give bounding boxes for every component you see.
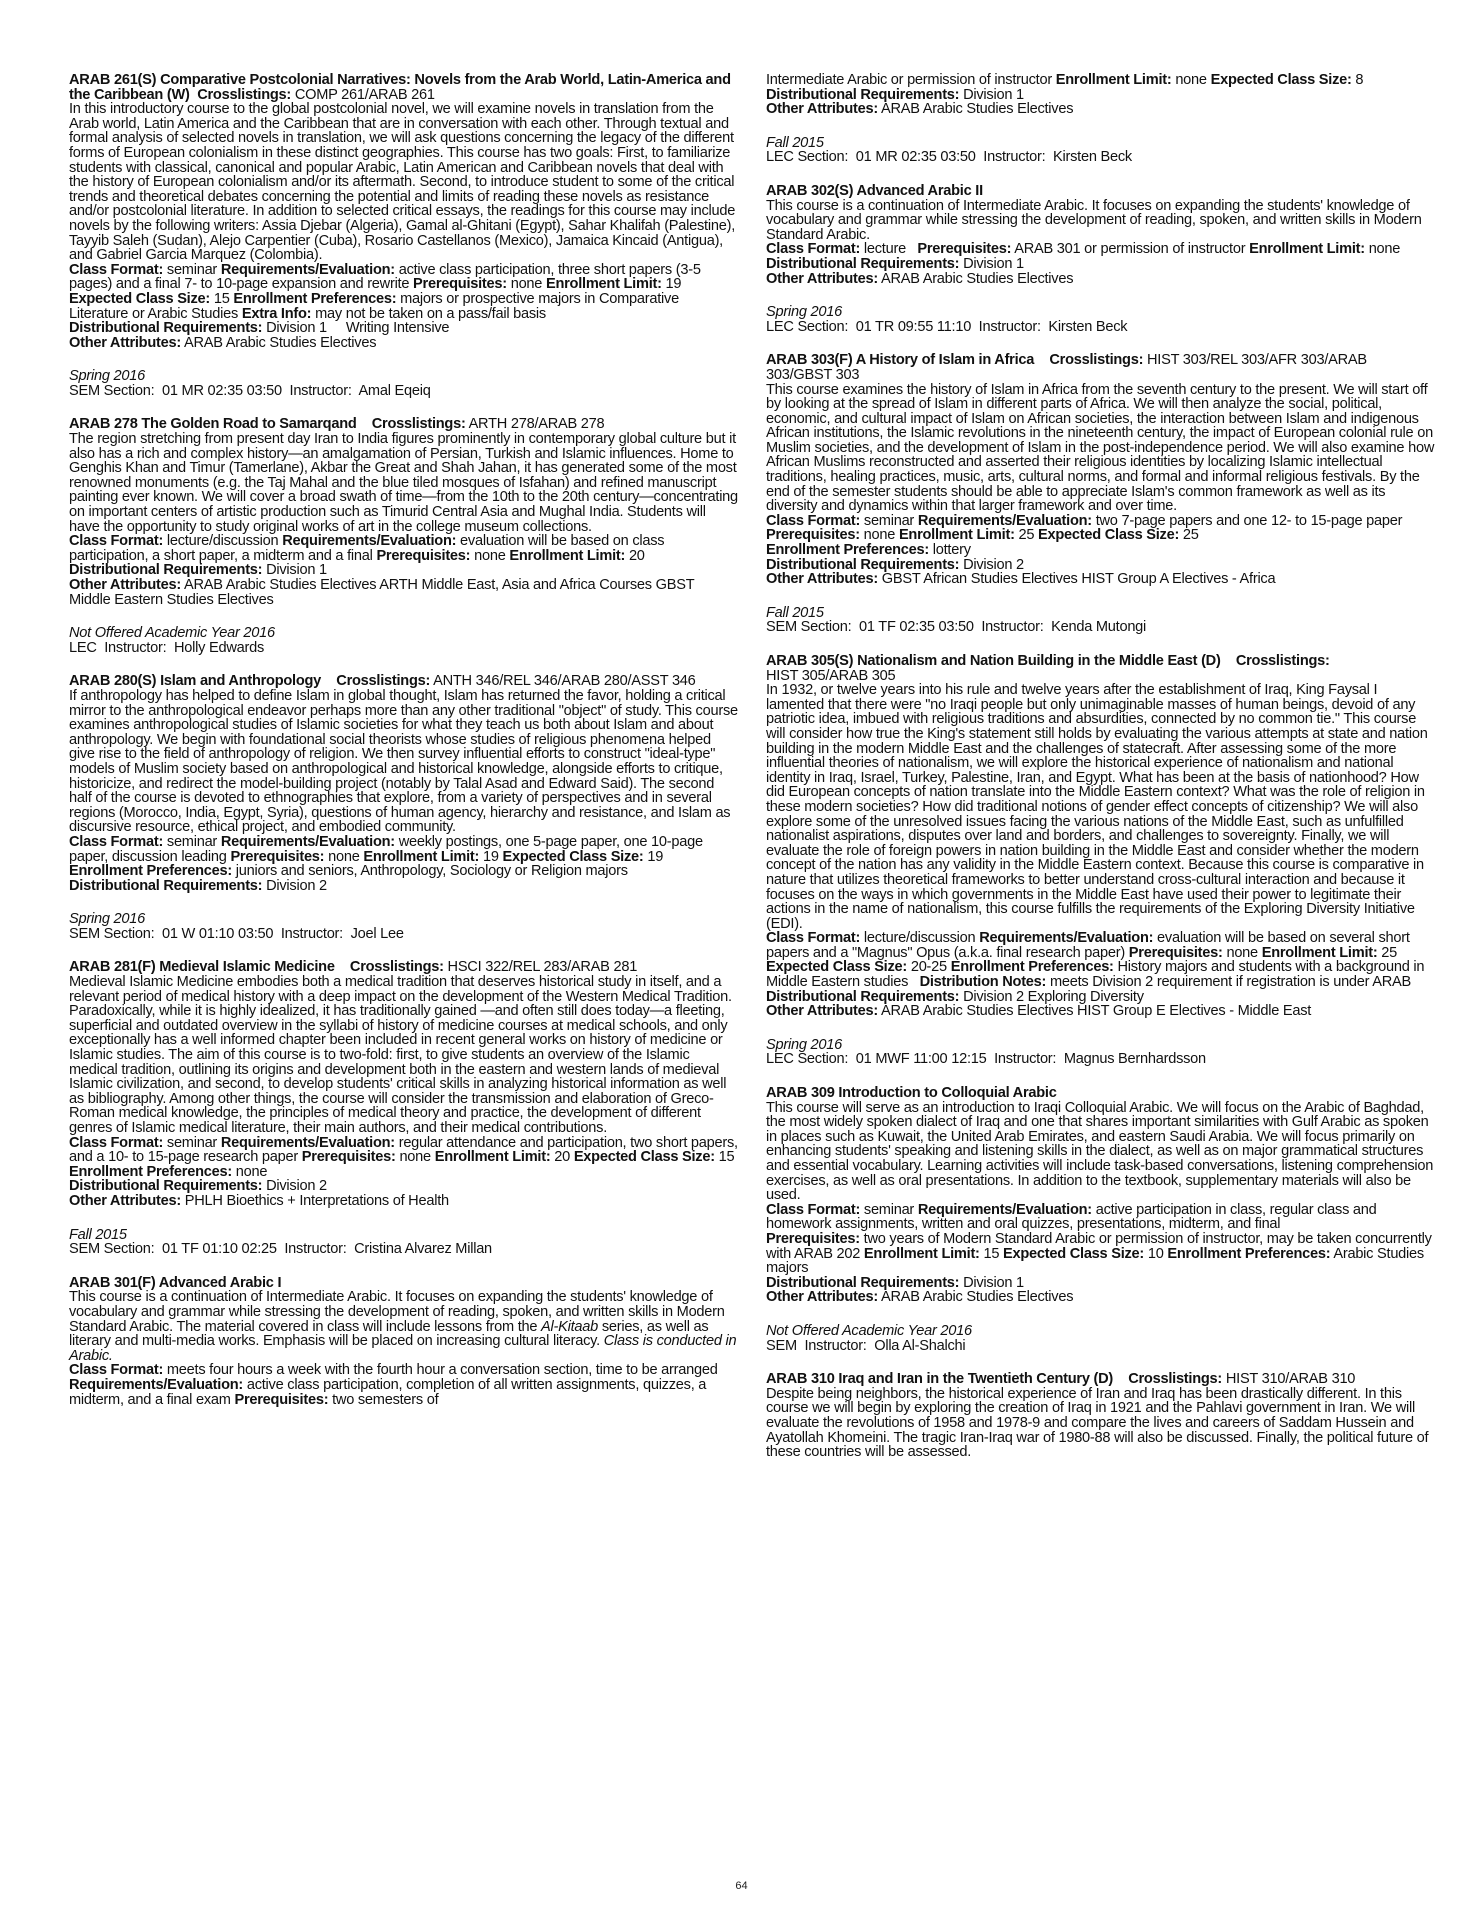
course-description: The region stretching from present day Iran to India figures prominently in contemporary global culture but it also has a rich and complex history—an amalgamation of Persian, Turkish and Islamic influences. Home to Genghis Khan and Timur (Tamerlane), Akbar the Great and Shah Jahan, it has generated some of the most renowned monuments (e.g. the Taj Mahal and the blue tiled mosques of Isfahan) and refined manuscript painting ever known. We will cover a broad swath of time—from the 10th to the 20th century—concentrating on important centers of artistic production such as Timurid Central Asia and Mughal India. Students will have the opportunity to study original works of art in the college museum collections. (69, 431, 738, 535)
distributional-requirements: Division 2 Exploring Diversity (963, 988, 1144, 1005)
enrollment-preferences: History majors and students with a background in Middle Eastern studies (766, 959, 1425, 991)
section-line: SEM Instructor: Olla Al-Shalchi (766, 1337, 966, 1354)
course-body: ARAB 278 The Golden Road to Samarqand Crosslistings: ARTH 278/ARAB 278 The region stretching from present day Iran to India figures prominently in contemporary global culture but it also has a rich and complex history—an amalgamation of Persian, Turkish and Islamic influences. Home to Genghis Khan and Timur (Tamerlane), Akbar the Great and Shah Jahan, it has generated some of the most renowned monuments (e.g. the Taj Mahal and the blue tiled mosques of Isfahan) and refined manuscript painting ever known. We will cover a broad swath of time—from the 10th to the 20th century—concentrating on important centers of artistic production such as Timurid Central Asia and Mughal India. Students will have the opportunity to study original works of art in the college museum collections. Class Format: lecture/discussion Requirements/Evaluation: evaluation will be based on class participation, a short paper, a midterm and a final Prerequisites: none Enrollment Limit: 20 Distributional Requirements: Division 1 Other Attributes: ARAB Arabic Studies Electives ARTH Middle East, Asia and Africa Courses GBST Middle Eastern Studies Electives (69, 416, 738, 608)
distributional-requirements: Division 1 (963, 1274, 1024, 1291)
other-attributes: ARAB Arabic Studies Electives (880, 101, 1074, 118)
section-info (766, 305, 1436, 334)
term: Spring 2016 (766, 1036, 842, 1053)
distributional-requirements: Division 1 Writing Intensive (266, 320, 450, 337)
prerequisites: none (399, 1149, 431, 1166)
course-arab-310 (766, 1372, 1436, 1460)
distributional-requirements: Division 2 (266, 1178, 327, 1195)
section-info (766, 136, 1436, 165)
other-attributes: ARAB Arabic Studies Electives (880, 1289, 1074, 1306)
class-format: seminar (863, 1201, 915, 1218)
course-body: ARAB 281(F) Medieval Islamic Medicine Crosslistings: HSCI 322/REL 283/ARAB 281 Medieval Islamic Medicine embodies both a medical tradition that deserves historical study in itself, and a relevant period of medical history with a deep impact on the development of the Western Medical Tradition. Paradoxically, while it is highly idealized, it has traditionally gained —and often still does today—a fleeting, superficial and outdated overview in the syllabi of history of medicine courses at medical schools, and only exceptionally has a well informed chapter been included in recent general works on history of medicine or Islamic studies. The aim of this course is to two-fold: first, to give students an overview of the Islamic medical tradition, outlining its origins and development both in the eastern and western lands of medieval Islamic civilization, and second, to develop students' critical skills in analyzing historical information as well as bibliography. Among other things, the course will consider the transmission and elaboration of Greco-Roman medical knowledge, the principles of medical theory and practice, the development of different genres of Islamic medical literature, their main authors, and their medical contributions. Class Format: seminar Requirements/Evaluation: regular attendance and participation, two short papers, and a 10- to 15-page research paper Prerequisites: none Enrollment Limit: 20 Expected Class Size: 15 Enrollment Preferences: none Distributional Requirements: Division 2 Other Attributes: PHLH Bioethics + Interpretations of Health (69, 959, 738, 1209)
page-number: 64 (735, 1880, 748, 1892)
other-attributes: GBST African Studies Electives HIST Group A Electives - Africa (881, 571, 1276, 588)
enrollment-preferences: juniors and seniors, Anthropology, Sociology or Religion majors (235, 863, 628, 880)
term: Spring 2016 (766, 304, 842, 321)
course-arab-305 (766, 654, 1436, 1019)
other-attributes: ARAB Arabic Studies Electives ARTH Middle East, Asia and Africa Courses GBST Middle Eastern Studies Electives (69, 577, 695, 608)
section-line: LEC Instructor: Holly Edwards (69, 639, 265, 656)
enrollment-preferences: Arabic Studies majors (766, 1245, 1424, 1277)
class-format: lecture (863, 241, 906, 258)
course-arab-302 (766, 184, 1436, 286)
crosslistings: HIST 303/REL 303/AFR 303/ARAB 303/GBST 303 (766, 352, 1367, 383)
prerequisites: none (1226, 944, 1258, 961)
section-info (69, 626, 739, 655)
course-description: Despite being neighbors, the historical experience of Iran and Iraq has been drastically different. In this course we will begin by exploring the creation of Iraq in 1921 and the Pahlavi government in Iran. We will evaluate the revolutions of 1958 and 1978-9 and compare the lives and careers of Saddam Hussein and Ayatollah Khomeini. The tragic Iran-Iraq war of 1980-88 will also be discussed. Finally, the political future of these countries will be assessed. (766, 1385, 1429, 1461)
requirements-evaluation: evaluation will be based on class participation, a short paper, a midterm and a final (69, 533, 665, 564)
course-arab-303 (766, 353, 1436, 587)
distributional-requirements: Division 1 (963, 255, 1024, 272)
class-format: lecture/discussion (863, 930, 976, 947)
distributional-requirements: Division 2 (963, 556, 1024, 573)
enrollment-preferences: majors or prospective majors in Comparative Literature or Arabic Studies (69, 290, 679, 322)
crosslistings: ARTH 278/ARAB 278 (468, 416, 605, 433)
section-info (69, 1228, 739, 1257)
course-body: ARAB 280(S) Islam and Anthropology Crosslistings: ANTH 346/REL 346/ARAB 280/ASST 346 If anthropology has helped to define Islam in global thought, Islam has returned the favor, holding a critical mirror to the anthropological endeavor perhaps more than any other traditional "object" of study. This course examines anthropological studies of Islamic societies for what they teach us both about Islam and about anthropology. We begin with foundational social theorists whose studies of religious phenomena helped give rise to the field of anthropology of religion. We then survey influential efforts to construct "ideal-type" models of Muslim society based on anthropological and historical knowledge, alongside efforts to critique, historicize, and redirect the model-building project (notably by Talal Asad and Edward Said). The second half of the course is devoted to ethnographies that explore, from a variety of perspectives and in several regions (Morocco, India, Egypt, Syria), questions of human agency, hierarchy and resistance, and Islam as discursive resource, ethical project, and embodied community. Class Format: seminar Requirements/Evaluation: weekly postings, one 5-page paper, one 10-page paper, discussion leading Prerequisites: none Enrollment Limit: 19 Expected Class Size: 19 Enrollment Preferences: juniors and seniors, Anthropology, Sociology or Religion majors Distributional Requirements: Division 2 (69, 673, 738, 894)
term: Not Offered Academic Year 2016 (69, 625, 275, 642)
term: Fall 2015 (69, 1226, 127, 1243)
section-line: LEC Section: 01 MR 02:35 03:50 Instructor: Kirsten Beck (766, 149, 1132, 166)
language-note: Class is conducted in Arabic. (69, 1333, 737, 1364)
expected-class-size: 20-25 (910, 959, 947, 976)
course-description: This course is a continuation of Intermediate Arabic. It focuses on expanding the students' knowledge of vocabulary and grammar while stressing the development of reading, spoken, and written skills in Modern Standard Arabic. (766, 197, 1422, 243)
term: Fall 2015 (766, 134, 824, 151)
course-title: ARAB 281(F) Medieval Islamic Medicine (69, 959, 335, 976)
course-arab-301-continued (766, 73, 1436, 117)
requirements-evaluation: active class participation, three short papers (3-5 pages) and a final 7- to 10-page expansion and rewrite (69, 261, 701, 293)
course-arab-280 (69, 674, 739, 893)
course-description: If anthropology has helped to define Islam in global thought, Islam has returned the favor, holding a critical mirror to the anthropological endeavor perhaps more than any other traditional "object" of study. This course examines anthropological studies of Islamic societies for what they teach us both about Islam and about anthropology. We begin with foundational social theorists whose studies of religious phenomena helped give rise to the field of anthropology of religion. We then survey influential efforts to construct "ideal-type" models of Muslim society based on anthropological and historical knowledge, alongside efforts to critique, historicize, and redirect the model-building project (notably by Talal Asad and Edward Said). The second half of the course is devoted to ethnographies that explore, from a variety of perspectives and in several regions (Morocco, India, Egypt, Syria), questions of human agency, hierarchy and resistance, and Islam as discursive resource, ethical project, and embodied community. (69, 687, 738, 836)
term: Spring 2016 (69, 368, 145, 385)
class-format: lecture/discussion (166, 533, 279, 550)
course-description: This course examines the history of Islam in Africa from the seventh century to the present. We will start off by looking at the spread of Islam in different parts of Africa. We will then analyze the social, political, economic, and cultural impact of Islam on African societies, the interaction between Islam and indigenous African institutions, the Islamic revolutions in the nineteenth century, the impact of European colonial rule on Muslim societies, and the development of Islam in the post-independence period. We will also examine how African Muslims reconstructed and asserted their religious identities by localizing Islamic intellectual traditions, healing practices, music, arts, cultural norms, and formal and informal religious festivals. By the end of the semester students should be able to appreciate Islam's common framework as well as its diversity and dynamics within that larger framework and over time. (766, 381, 1435, 515)
enrollment-limit: 19 (665, 276, 682, 293)
enrollment-limit: 25 (1381, 944, 1398, 961)
requirements-evaluation: weekly postings, one 5-page paper, one 10-page paper, discussion leading (69, 833, 703, 865)
prerequisites: none (328, 848, 360, 865)
prerequisites: none (863, 527, 896, 544)
requirements-evaluation: active class participation, completion of all written assignments, quizzes, a midterm, and a final exam (69, 1376, 707, 1408)
course-description: In this introductory course to the global postcolonial novel, we will examine novels in translation from the Arab world, Latin America and the Caribbean that are in conversation with each other. Through textual and formal analysis of selected novels in translation, we will ask questions concerning the legacy of the different forms of European colonialism in these distinct geographies. This course has two goals: First, to familiarize students with classical, canonical and popular Arabic, Latin American and Caribbean novels that deal with the history of European colonialism and/or its aftermath. Second, to introduce student to some of the critical trends and theoretical debates concerning the potential and limits of reading these novels as resistance and/or postcolonial literature. In addition to selected critical essays, the readings for this course may include novels by the following writers: Assia Djebar (Algeria), Gamal al-Ghitani (Egypt), Sahar Khalifah (Palestine), Tayyib Saleh (Sudan), Alejo Carpentier (Cuba), Rosario Castellanos (Mexico), Jamaica Kincaid (Antigua), and Gabriel Garcia Marquez (Colombia). (69, 101, 736, 264)
prerequisites: two semesters of (332, 1391, 439, 1408)
course-title: ARAB 302(S) Advanced Arabic II (766, 182, 983, 199)
course-body: ARAB 301(F) Advanced Arabic I This course is a continuation of Intermediate Arabic. It focuses on expanding the students' knowledge of vocabulary and grammar while stressing the development of reading, spoken, and written skills in Modern Standard Arabic. The material covered in class will include lessons from the Al-Kitaab series, as well as literary and multi-media works. Emphasis will be placed on increasing cultural literacy. Class is conducted in Arabic. Class Format: meets four hours a week with the fourth hour a conversation section, time to be arranged Requirements/Evaluation: active class participation, completion of all written assignments, quizzes, a midterm, and a final exam Prerequisites: two semesters of (69, 1274, 737, 1408)
course-title: ARAB 303(F) A History of Islam in Africa (766, 352, 1035, 369)
course-title: ARAB 280(S) Islam and Anthropology (69, 673, 322, 690)
course-description: This course is a continuation of Intermediate Arabic. It focuses on expanding the students' knowledge of vocabulary and grammar while stressing the development of reading, spoken, and written skills in Modern Standard Arabic. The material covered in class will include lessons from the (69, 1289, 725, 1335)
course-body: ARAB 302(S) Advanced Arabic II This course is a continuation of Intermediate Arabic. It focuses on expanding the students' knowledge of vocabulary and grammar while stressing the development of reading, spoken, and written skills in Modern Standard Arabic. Class Format: lecture Prerequisites: ARAB 301 or permission of instructor Enrollment Limit: none Distributional Requirements: Division 1 Other Attributes: ARAB Arabic Studies Electives (766, 182, 1422, 287)
course-title: ARAB 301(F) Advanced Arabic I (69, 1274, 282, 1291)
crosslistings: ANTH 346/REL 346/ARAB 280/ASST 346 (433, 673, 696, 690)
requirements-evaluation: evaluation will be based on several short papers and a "Magnus" Opus (a.k.a. final research paper) (766, 930, 1410, 961)
enrollment-limit: none (1175, 72, 1207, 88)
enrollment-preferences: lottery (932, 542, 971, 559)
class-format: seminar (166, 1134, 218, 1151)
course-arab-278 (69, 417, 739, 607)
enrollment-limit: 15 (983, 1245, 1000, 1262)
requirements-evaluation: two 7-page papers and one 12- to 15-page paper (1095, 512, 1403, 529)
enrollment-preferences: none (235, 1163, 268, 1180)
course-title: ARAB 278 The Golden Road to Samarqand (69, 416, 357, 433)
crosslistings: COMP 261/ARAB 261 (294, 86, 435, 103)
expected-class-size: 15 (718, 1149, 735, 1166)
enrollment-limit: 20 (628, 547, 645, 564)
prerequisites-continued: Intermediate Arabic or permission of instructor (766, 72, 1052, 88)
section-info (69, 912, 739, 941)
course-description: Medieval Islamic Medicine embodies both a medical tradition that deserves historical study in itself, and a relevant period of medical history with a deep impact on the development of the Western Medical Tradition. Paradoxically, while it is highly idealized, it has traditionally gained —and often still does today—a fleeting, superficial and outdated overview in the syllabi of history of medicine courses at medical schools, and only exceptionally has a well informed chapter been included in recent general works on history of medicine or Islamic studies. The aim of this course is to two-fold: first, to give students an overview of the Islamic medical tradition, outlining its origins and development both in the eastern and western lands of medieval Islamic civilization, and second, to develop students' critical skills in analyzing historical information as well as bibliography. Among other things, the course will consider the transmission and elaboration of Greco-Roman medical knowledge, the principles of medical theory and practice, the development of different genres of Islamic medical literature, their main authors, and their medical contributions. (69, 974, 732, 1136)
distributional-requirements: Division 1 (266, 562, 327, 579)
enrollment-limit: 20 (554, 1149, 571, 1166)
course-title: ARAB 309 Introduction to Colloquial Arabic (766, 1085, 1057, 1102)
textbook-title: Al-Kitaab (541, 1318, 599, 1335)
other-attributes: ARAB Arabic Studies Electives HIST Group E Electives - Middle East (880, 1003, 1312, 1020)
term: Not Offered Academic Year 2016 (766, 1322, 972, 1339)
term: Fall 2015 (766, 604, 824, 621)
course-arab-281 (69, 960, 739, 1208)
other-attributes: ARAB Arabic Studies Electives (880, 270, 1074, 287)
right-column (766, 73, 1436, 1479)
crosslistings: HSCI 322/REL 283/ARAB 281 (447, 959, 638, 976)
requirements-evaluation: active participation in class, regular class and homework assignments, written and oral quizzes, presentations, midterm, and final (766, 1201, 1377, 1233)
section-line: LEC Section: 01 TR 09:55 11:10 Instructor: Kirsten Beck (766, 318, 1128, 335)
course-title: ARAB 310 Iraq and Iran in the Twentieth Century (D) (766, 1371, 1113, 1388)
course-arab-309 (766, 1086, 1436, 1305)
course-body: ARAB 261(S) Comparative Postcolonial Narratives: Novels from the Arab World, Latin-America and the Caribbean (W) Crosslistings: COMP 261/ARAB 261 In this introductory course to the global postcolonial novel, we will examine novels in translation from the Arab world, Latin America and the Caribbean that are in conversation with each other. Through textual and formal analysis of selected novels in translation, we will ask questions concerning the legacy of the different forms of European colonialism in these distinct geographies. This course has two goals: First, to familiarize students with classical, canonical and popular Arabic, Latin American and Caribbean novels that deal with the history of European colonialism and/or its aftermath. Second, to introduce student to some of the critical trends and theoretical debates concerning the potential and limits of reading these novels as resistance and/or postcolonial literature. In addition to selected critical essays, the readings for this course may include novels by the following writers: Assia Djebar (Algeria), Gamal al-Ghitani (Egypt), Sahar Khalifah (Palestine), Tayyib Saleh (Sudan), Alejo Carpentier (Cuba), Rosario Castellanos (Mexico), Jamaica Kincaid (Antigua), and Gabriel Garcia Marquez (Colombia). Class Format: seminar Requirements/Evaluation: active class participation, three short papers (3-5 pages) and a final 7- to 10-page expansion and rewrite Prerequisites: none Enrollment Limit: 19 Expected Class Size: 15 Enrollment Preferences: majors or prospective majors in Comparative Literature or Arabic Studies Extra Info: may not be taken on a pass/fail basis Distributional Requirements: Division 1 Writing Intensive Other Attributes: ARAB Arabic Studies Electives (69, 72, 736, 351)
prerequisites: none (474, 547, 506, 564)
section-line: SEM Section: 01 W 01:10 03:50 Instructor: Joel Lee (69, 925, 404, 942)
other-attributes: ARAB Arabic Studies Electives (183, 334, 377, 351)
class-format: seminar (166, 261, 218, 278)
section-info (766, 1038, 1436, 1067)
expected-class-size: 10 (1147, 1245, 1164, 1262)
class-format: seminar (863, 512, 915, 529)
course-body: ARAB 310 Iraq and Iran in the Twentieth Century (D) Crosslistings: HIST 310/ARAB 310 Despite being neighbors, the historical experience of Iran and Iraq has been drastically different. In this course we will begin by exploring the creation of Iraq in 1921 and the Pahlavi government in Iran. We will evaluate the revolutions of 1958 and 1978-9 and compare the lives and careers of Saddam Hussein and Ayatollah Khomeini. The tragic Iran-Iraq war of 1980-88 will also be discussed. Finally, the political future of these countries will be assessed. (766, 1371, 1429, 1461)
term: Spring 2016 (69, 911, 145, 928)
section-info (766, 606, 1436, 635)
section-line: SEM Section: 01 MR 02:35 03:50 Instructor: Amal Eqeiq (69, 382, 431, 399)
course-title: ARAB 261(S) Comparative Postcolonial Narratives: Novels from the Arab World, Latin-America and the Caribbean (W) (69, 72, 731, 103)
course-description: In 1932, or twelve years into his rule and twelve years after the establishment of Iraq, King Faysal I lamented that there were "no Iraqi people but only unimaginable masses of human beings, devoid of any patriotic idea, imbued with religious traditions and absurdities, connected by no common tie." This course will consider how true the King's statement still holds by evaluating the various attempts at state and nation building in the modern Middle East and the challenges of statecraft. After assessing some of the more influential theories of nationalism, we will explore the historical experience of nationalism and national identity in Iraq, Israel, Turkey, Palestine, Iran, and Egypt. What has been at the basis of nationhood? How did European concepts of nation translate into the Middle Eastern context? What was the role of religion in these modern societies? How did traditional notions of gender effect concepts of citizenship? We will also explore some of the unresolved issues facing the various nations of the Middle East, such as unfulfilled nationalist aspirations, disputes over land and borders, and challenges to sovereignty. Finally, we will evaluate the role of foreign powers in nation building in the Middle East and consider whether the modern concept of the nation has any validity in the Middle Eastern context. Because this course is comparative in nature that utilizes theoretical frameworks to better understand cross-cultural interaction and because it focuses on the ways in which governments in the Middle East have used their power to legitimate their actions in the name of nationalism, this course fulfills the requirements of the Exploring Diversity Initiative (EDI). (766, 682, 1428, 932)
section-info (69, 369, 739, 398)
class-format: meets four hours a week with the fourth hour a conversation section, time to be arranged (166, 1362, 718, 1379)
prerequisites: two years of Modern Standard Arabic or permission of instructor, may be taken concurrently with ARAB 202 (766, 1230, 1432, 1262)
expected-class-size: 19 (647, 848, 664, 865)
other-attributes: PHLH Bioethics + Interpretations of Health (184, 1192, 449, 1209)
expected-class-size: 25 (1182, 527, 1199, 544)
course-arab-261 (69, 73, 739, 350)
requirements-evaluation: regular attendance and participation, two short papers, and a 10- to 15-page research paper (69, 1134, 738, 1166)
expected-class-size: 8 (1355, 72, 1364, 88)
section-line: SEM Section: 01 TF 02:35 03:50 Instructor: Kenda Mutongi (766, 619, 1147, 636)
course-body: ARAB 303(F) A History of Islam in Africa Crosslistings: HIST 303/REL 303/AFR 303/ARAB 303/GBST 303 This course examines the history of Islam in Africa from the seventh century to the present. We will start off by looking at the spread of Islam in different parts of Africa. We will then analyze the social, political, economic, and cultural impact of Islam on African societies, the interaction between Islam and indigenous African institutions, the Islamic revolutions in the nineteenth century, the impact of European colonial rule on Muslim societies, and the development of Islam in the post-independence period. We will also examine how African Muslims reconstructed and asserted their religious identities by localizing Islamic intellectual traditions, healing practices, music, arts, cultural norms, and formal and informal religious festivals. By the end of the semester students should be able to appreciate Islam's common framework as well as its diversity and dynamics within that larger framework and over time. Class Format: seminar Requirements/Evaluation: two 7-page papers and one 12- to 15-page paper Prerequisites: none Enrollment Limit: 25 Expected Class Size: 25 Enrollment Preferences: lottery Distributional Requirements: Division 2 Other Attributes: GBST African Studies Electives HIST Group A Electives - Africa (766, 352, 1435, 588)
prerequisites: none (510, 276, 543, 293)
section-line: SEM Section: 01 TF 01:10 02:25 Instructor: Cristina Alvarez Millan (69, 1241, 492, 1258)
course-title: ARAB 305(S) Nationalism and Nation Building in the Middle East (D) (766, 653, 1221, 669)
extra-info: may not be taken on a pass/fail basis (315, 305, 546, 322)
expected-class-size: 15 (213, 290, 230, 307)
class-format: seminar (166, 833, 218, 850)
course-body: ARAB 305(S) Nationalism and Nation Building in the Middle East (D) Crosslistings: HIST 305/ARAB 305 In 1932, or twelve years into his rule and twelve years after the establishment of Iraq, King Faysal I lamented that there were "no Iraqi people but only unimaginable masses of human beings, devoid of any patriotic idea, imbued with religious traditions and absurdities, connected by no common tie." This course will consider how true the King's statement still holds by evaluating the various attempts at state and nation building in the modern Middle East and the challenges of statecraft. After assessing some of the more influential theories of nationalism, we will explore the historical experience of nationalism and national identity in Iraq, Israel, Turkey, Palestine, Iran, and Egypt. What has been at the basis of nationhood? How did European concepts of nation translate into the Middle Eastern context? What was the role of religion in these modern societies? How did traditional notions of gender effect concepts of citizenship? We will also explore some of the unresolved issues facing the various nations of the Middle East, such as unfulfilled nationalist aspirations, disputes over land and borders, and challenges to sovereignty. Finally, we will evaluate the role of foreign powers in nation building in the Middle East and consider whether the modern concept of the nation has any validity in the Middle Eastern context. Because this course is comparative in nature that utilizes theoretical frameworks to better understand cross-cultural interaction and because it focuses on the ways in which governments in the Middle East have used their power to legitimate their actions in the name of nationalism, this course fulfills the requirements of the Exploring Diversity Initiative (EDI). Class Format: lecture/discussion Requirements/Evaluation: evaluation will be based on several short papers and a "Magnus" Opus (a.k.a. final research paper) Prerequisites: none Enrollment Limit: 25 Expected Class Size: 20-25 Enrollment Preferences: History majors and students with a background in Middle Eastern studies Distribution Notes: meets Division 2 requirement if registration is under ARAB Distributional Requirements: Division 2 Exploring Diversity Other Attributes: ARAB Arabic Studies Electives HIST Group E Electives - Middle East (766, 653, 1428, 1020)
distributional-requirements: Division 2 (266, 877, 327, 894)
crosslistings: HIST 305/ARAB 305 (766, 667, 896, 684)
enrollment-limit: none (1368, 241, 1401, 258)
crosslistings: HIST 310/ARAB 310 (1225, 1371, 1356, 1388)
distributional-requirements: Division 1 (963, 86, 1024, 103)
prerequisites: ARAB 301 or permission of instructor (1014, 241, 1246, 258)
left-column (69, 73, 739, 1426)
course-body: ARAB 309 Introduction to Colloquial Arabic This course will serve as an introduction to Iraqi Colloquial Arabic. We will focus on the Arabic of Baghdad, the most widely spoken dialect of Iraq and one that shares important similarities with Gulf Arabic as spoken in places such as Kuwait, the United Arab Emirates, and eastern Saudi Arabia. We will focus primarily on enhancing students' speaking and listening skills in the dialect, as well as on major grammatical structures and essential vocabulary. Learning activities will include task-based conversations, listening comprehension exercises, as well as oral presentations. In addition to the textbook, supplementary materials will also be used. Class Format: seminar Requirements/Evaluation: active participation in class, regular class and homework assignments, written and oral quizzes, presentations, midterm, and final Prerequisites: two years of Modern Standard Arabic or permission of instructor, may be taken concurrently with ARAB 202 Enrollment Limit: 15 Expected Class Size: 10 Enrollment Preferences: Arabic Studies majors Distributional Requirements: Division 1 Other Attributes: ARAB Arabic Studies Electives (766, 1085, 1434, 1306)
section-line: LEC Section: 01 MWF 11:00 12:15 Instructor: Magnus Bernhardsson (766, 1051, 1206, 1068)
course-description-cont: series, as well as literary and multi-media works. Emphasis will be placed on increasing cultural literacy. (69, 1318, 709, 1350)
course-arab-301 (69, 1276, 739, 1407)
course-description: This course will serve as an introduction to Iraqi Colloquial Arabic. We will focus on the Arabic of Baghdad, the most widely spoken dialect of Iraq and one that shares important similarities with Gulf Arabic as spoken in places such as Kuwait, the United Arab Emirates, and eastern Saudi Arabia. We will focus primarily on enhancing students' speaking and listening skills in the dialect, as well as on major grammatical structures and essential vocabulary. Learning activities will include task-based conversations, listening comprehension exercises, as well as oral presentations. In addition to the textbook, supplementary materials will also be used. (766, 1099, 1434, 1204)
enrollment-limit: 25 (1018, 527, 1035, 544)
course-body: Intermediate Arabic or permission of instructor Enrollment Limit: none Expected Class Size: 8 Distributional Requirements: Division 1 Other Attributes: ARAB Arabic Studies Electives (766, 72, 1364, 118)
distribution-notes: meets Division 2 requirement if registration is under ARAB (1049, 974, 1412, 991)
enrollment-limit: 19 (482, 848, 499, 865)
section-info (766, 1324, 1436, 1353)
